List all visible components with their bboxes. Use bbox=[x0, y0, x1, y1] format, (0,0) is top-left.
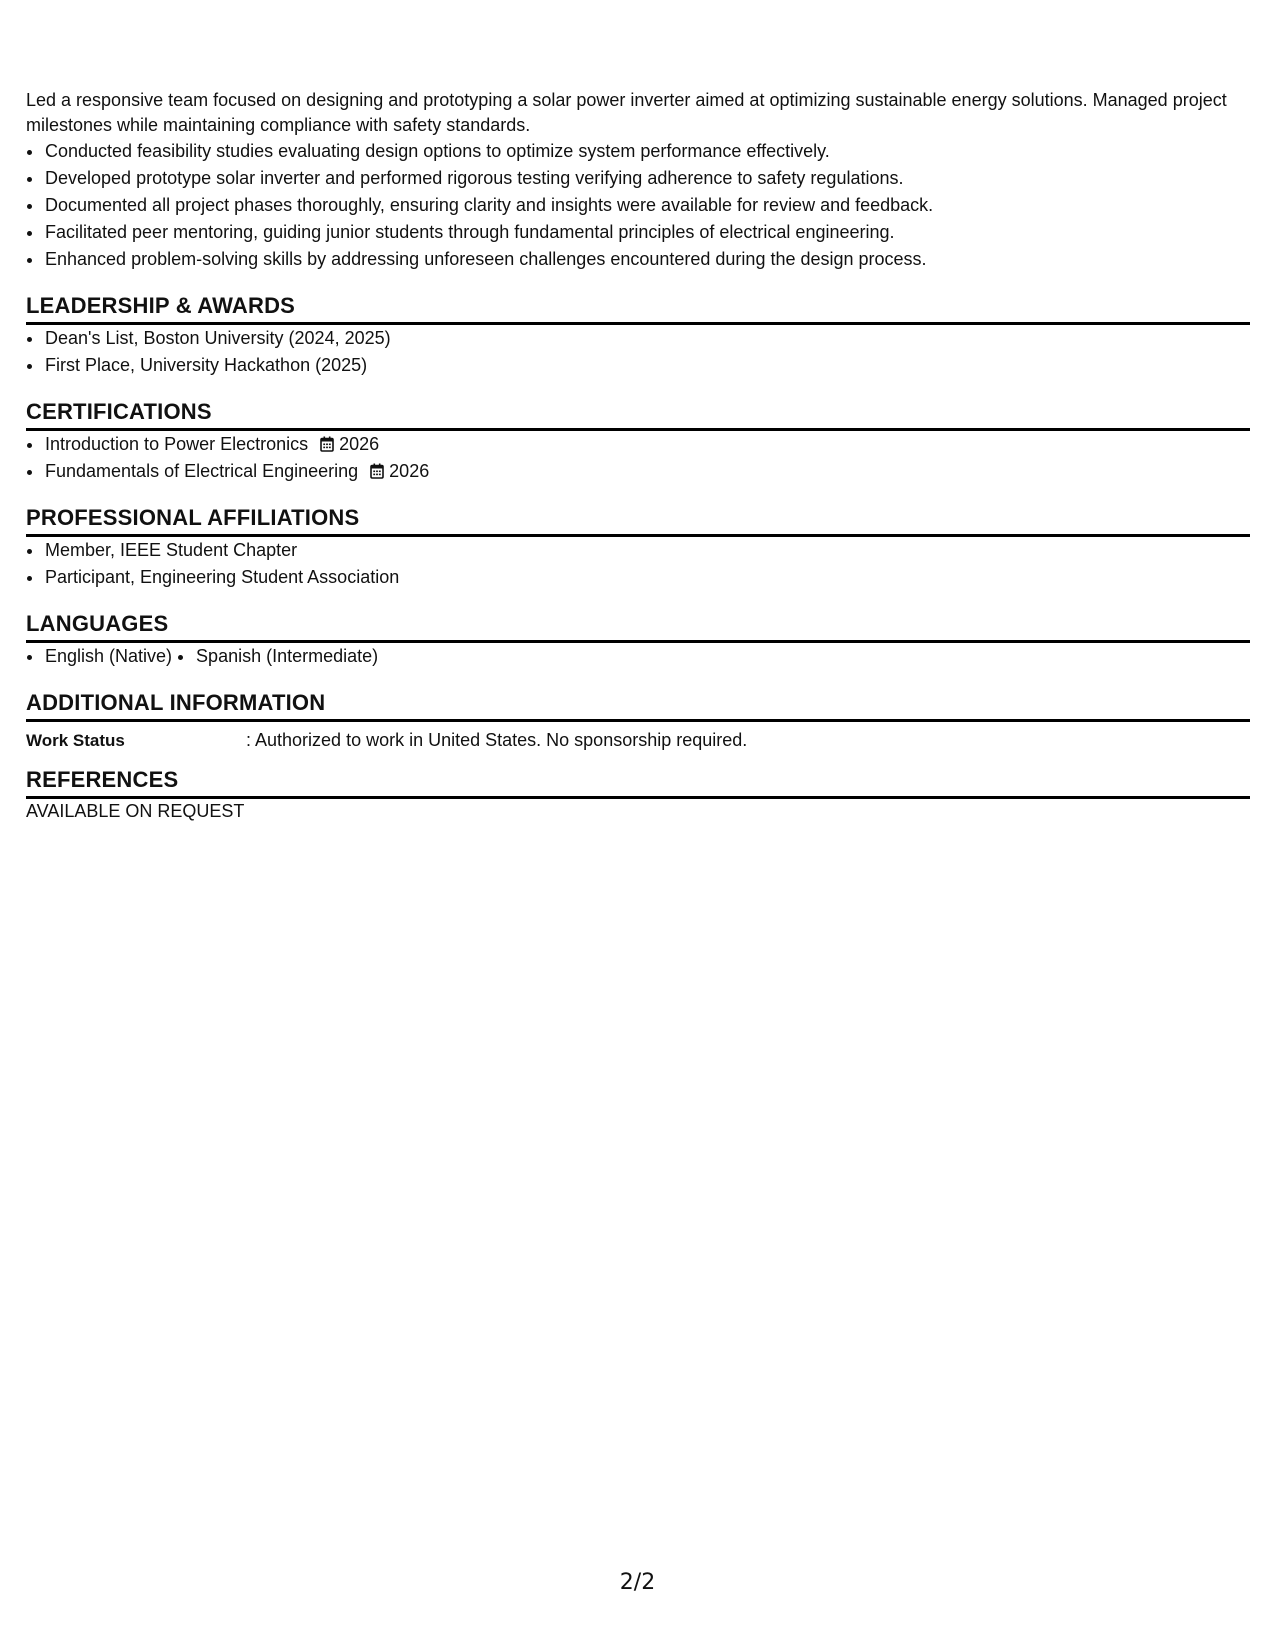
section-title-languages: LANGUAGES bbox=[26, 611, 1250, 643]
certification-name: Introduction to Power Electronics bbox=[45, 434, 309, 454]
list-item: Facilitated peer mentoring, guiding junior students through fundamental principles of electrical engineering. bbox=[45, 219, 1250, 246]
work-status-label: Work Status bbox=[26, 731, 125, 750]
page-number: 2/2 bbox=[619, 1570, 656, 1595]
list-item: Conducted feasibility studies evaluating design options to optimize system performance effectively. bbox=[45, 138, 1250, 165]
project-description: Led a responsive team focused on designing and prototyping a solar power inverter aimed at optimizing sustainable energy solutions. Managed project milestones while maintaining compliance with safety standards. bbox=[26, 90, 1227, 135]
calendar-icon bbox=[320, 436, 334, 452]
certification-name: Fundamentals of Electrical Engineering bbox=[45, 461, 359, 481]
list-item: Participant, Engineering Student Association bbox=[45, 564, 1250, 591]
list-item bbox=[45, 458, 1250, 485]
leadership-list bbox=[26, 325, 1250, 379]
certifications-section bbox=[26, 399, 1250, 485]
list-item: English (Native) bbox=[45, 643, 172, 670]
section-title-references: REFERENCES bbox=[26, 767, 1250, 799]
references-section bbox=[26, 767, 1250, 824]
section-title-leadership: LEADERSHIP & AWARDS bbox=[26, 293, 1250, 325]
list-item: Documented all project phases thoroughly, ensuring clarity and insights were available for review and feedback. bbox=[45, 192, 1250, 219]
list-item: Spanish (Intermediate) bbox=[196, 643, 378, 670]
list-item: Dean's List, Boston University (2024, 2025) bbox=[45, 325, 1250, 352]
list-item: Enhanced problem-solving skills by addressing unforeseen challenges encountered during the design process. bbox=[45, 246, 1250, 273]
leadership-section bbox=[26, 293, 1250, 379]
affiliations-section bbox=[26, 505, 1250, 591]
affiliations-list bbox=[26, 537, 1250, 591]
additional-section bbox=[26, 690, 1250, 753]
calendar-icon bbox=[370, 463, 384, 479]
project-bullets bbox=[26, 138, 1250, 273]
languages-list bbox=[26, 643, 1250, 670]
work-status-value: : Authorized to work in United States. No sponsorship required. bbox=[246, 730, 748, 750]
list-item: First Place, University Hackathon (2025) bbox=[45, 352, 1250, 379]
resume-page bbox=[26, 88, 1250, 824]
languages-section bbox=[26, 611, 1250, 670]
list-item: Developed prototype solar inverter and performed rigorous testing verifying adherence to safety regulations. bbox=[45, 165, 1250, 192]
references-text: AVAILABLE ON REQUEST bbox=[26, 801, 245, 821]
section-title-certifications: CERTIFICATIONS bbox=[26, 399, 1250, 431]
section-title-affiliations: PROFESSIONAL AFFILIATIONS bbox=[26, 505, 1250, 537]
section-title-additional: ADDITIONAL INFORMATION bbox=[26, 690, 1250, 722]
certification-year: 2026 bbox=[389, 461, 430, 481]
list-item bbox=[45, 431, 1250, 458]
work-status-row bbox=[26, 728, 1250, 753]
certification-year: 2026 bbox=[339, 434, 380, 454]
list-item: Member, IEEE Student Chapter bbox=[45, 537, 1250, 564]
certifications-list bbox=[26, 431, 1250, 485]
